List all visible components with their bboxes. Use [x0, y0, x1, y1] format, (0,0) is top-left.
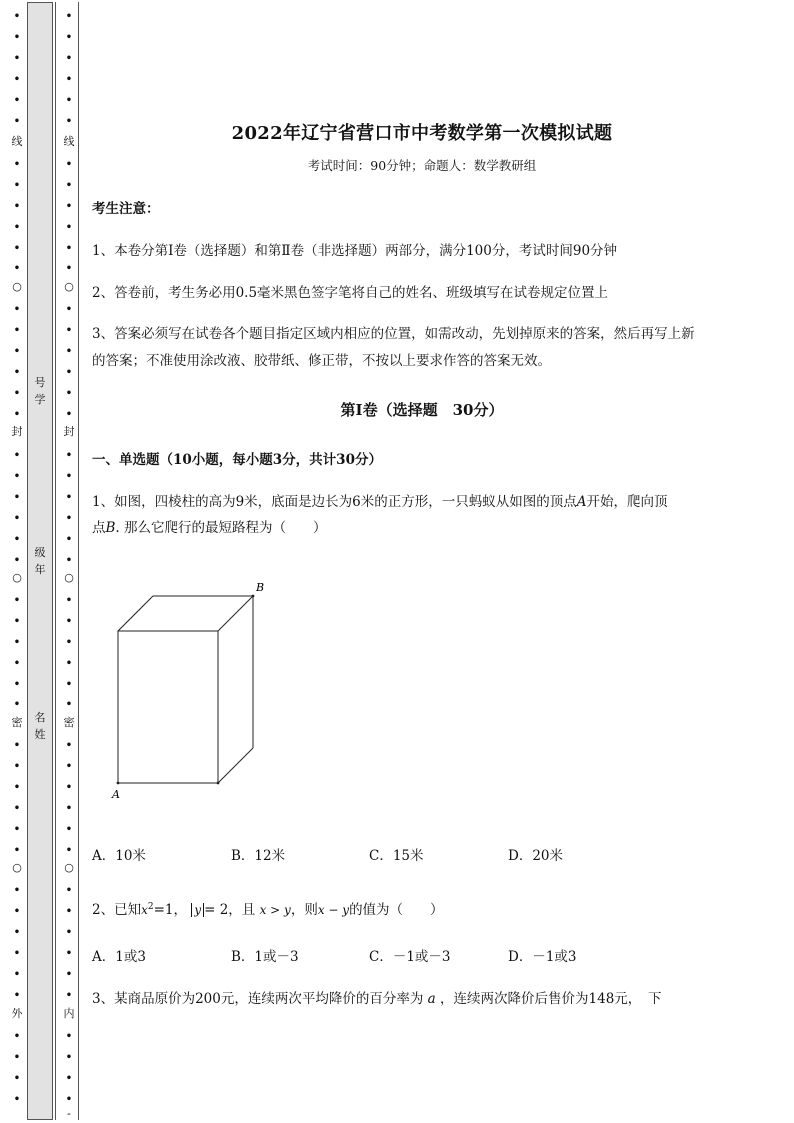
question-2-stem: [92, 894, 752, 923]
q2-option-a[interactable]: A．1或3: [92, 949, 146, 965]
q1-option-d[interactable]: D．20米: [508, 848, 564, 864]
binding-dot: •: [13, 243, 21, 254]
binding-dot: •: [13, 492, 21, 503]
binding-dot: •: [65, 824, 73, 835]
binding-dot: •: [65, 1073, 73, 1084]
q2-post: 的值为（ ）: [349, 902, 444, 918]
binding-dot: •: [13, 116, 21, 127]
binding-dot: •: [65, 513, 73, 524]
binding-dot: •: [65, 325, 73, 336]
binding-dot: •: [65, 74, 73, 85]
binding-dot: •: [13, 1073, 21, 1084]
question-1-line-2: [92, 515, 752, 541]
binding-dot: •: [65, 803, 73, 814]
binding-dot: •: [65, 555, 73, 566]
binding-dot: •: [13, 803, 21, 814]
binding-dot: •: [65, 885, 73, 896]
binding-dot: •: [65, 761, 73, 772]
binding-dot: •: [65, 1094, 73, 1105]
binding-dot: •: [13, 845, 21, 856]
question-1-options: [92, 843, 752, 869]
binding-dot: •: [13, 761, 21, 772]
binding-dot: •: [13, 471, 21, 482]
binding-dot: •: [13, 180, 21, 191]
binding-dot: •: [65, 367, 73, 378]
name-label: [27, 709, 53, 743]
q2-eq2: = 2，且: [204, 902, 256, 918]
binding-dot: •: [65, 159, 73, 170]
binding-dot: •: [65, 969, 73, 980]
question-3-stem: [92, 986, 752, 1012]
q1-text-d: . 那么它爬行的最短路程为（ ）: [115, 520, 327, 536]
grade-label: [27, 544, 53, 578]
binding-dot: •: [13, 1052, 21, 1063]
binding-dot: •: [13, 32, 21, 43]
q2-pre: 2、已知: [92, 902, 142, 918]
prism-front-face: [118, 631, 218, 783]
binding-dot: •: [13, 513, 21, 524]
binding-dot: •: [65, 595, 73, 606]
binding-dot: •: [13, 222, 21, 233]
binding-dot: •: [65, 845, 73, 856]
binding-dot: •: [13, 367, 21, 378]
binding-dot: •: [13, 658, 21, 669]
notice-1: 1、本卷分第I卷（选择题）和第Ⅱ卷（非选择题）两部分，满分100分，考试时间90分钟: [92, 243, 618, 259]
q2-option-b[interactable]: B．1或－3: [231, 949, 299, 965]
binding-dot: •: [65, 740, 73, 751]
q1-text-b: 开始，爬向顶: [586, 494, 668, 510]
q1-text-c: 点: [92, 520, 106, 536]
q1-option-c[interactable]: C．15米: [369, 848, 424, 864]
binding-dot: •: [13, 74, 21, 85]
prism-figure: [108, 578, 273, 800]
binding-char-mark: 内: [63, 1007, 75, 1020]
vertex-a-label: A: [112, 788, 120, 800]
vertex-a-dot: [117, 782, 120, 785]
q3-var: a: [427, 991, 436, 1007]
q2-x: x: [141, 903, 148, 917]
binding-dot: •: [65, 346, 73, 357]
binding-dot: •: [13, 1031, 21, 1042]
binding-dot: •: [13, 388, 21, 399]
binding-dot: •: [65, 450, 73, 461]
binding-divider-line-right: [78, 2, 79, 1120]
binding-circle-mark: ○: [64, 861, 74, 874]
student-number-label: [27, 374, 53, 408]
binding-dot: •: [13, 969, 21, 980]
q3-text-a: 3、某商品原价为200元，连续两次平均降价的百分率为: [92, 991, 424, 1007]
binding-char-mark: 密: [11, 716, 23, 729]
question-2-options: [92, 944, 752, 970]
q2-option-d[interactable]: D．－1或3: [508, 949, 577, 965]
binding-dot: •: [13, 616, 21, 627]
binding-dot: •: [13, 782, 21, 793]
q2-expression: x − y: [317, 903, 350, 917]
prism-edge: [118, 596, 153, 631]
binding-dot: •: [65, 388, 73, 399]
binding-char-mark: 密: [63, 716, 75, 729]
q2-mid: ，则: [290, 902, 318, 918]
binding-dot: •: [65, 658, 73, 669]
binding-char-mark: -: [67, 1107, 71, 1120]
binding-dot: •: [65, 53, 73, 64]
name-label-text: 名姓: [34, 711, 46, 741]
vertex-b-dot: [252, 595, 255, 598]
notice-3-cont: 的答案；不准使用涂改液、胶带纸、修正带，不按以上要求作答的答案无效。: [92, 353, 551, 369]
grade-label-text: 级年: [34, 546, 46, 576]
vertex-dot: [217, 782, 220, 785]
binding-dot: •: [65, 243, 73, 254]
binding-dot: •: [65, 906, 73, 917]
binding-dot: •: [65, 534, 73, 545]
binding-dot: •: [65, 616, 73, 627]
q2-eq1: =1，: [153, 902, 188, 918]
binding-dot: •: [13, 409, 21, 420]
notice-2: 2、答卷前，考生务必用0.5毫米黑色签字笔将自己的姓名、班级填写在试卷规定位置上: [92, 285, 609, 301]
q1-var-b: B: [105, 520, 116, 536]
binding-dot: •: [13, 906, 21, 917]
binding-dot: •: [13, 679, 21, 690]
student-number-label-text: 号学: [34, 376, 46, 406]
q2-condition: x > y: [259, 903, 291, 917]
part-title: 第I卷（选择题 30分）: [340, 401, 504, 419]
binding-dot: •: [13, 95, 21, 106]
binding-dot: •: [13, 159, 21, 170]
binding-dot: •: [13, 824, 21, 835]
q2-abs-y: y: [191, 903, 204, 917]
binding-dot: •: [65, 263, 73, 274]
binding-dot: •: [65, 948, 73, 959]
prism-edge: [218, 596, 253, 631]
binding-dot: •: [13, 304, 21, 315]
binding-circle-mark: ○: [12, 280, 22, 293]
exam-subtitle: 考试时间：90分钟；命题人：数学教研组: [307, 158, 537, 173]
binding-dot: •: [13, 201, 21, 212]
q2-square: 2: [147, 902, 154, 912]
binding-dot: •: [13, 346, 21, 357]
section-title: 一、单选题（10小题，每小题3分，共计30分）: [92, 452, 382, 468]
binding-dot: •: [65, 699, 73, 710]
binding-dot: •: [13, 1094, 21, 1105]
binding-dot: •: [13, 450, 21, 461]
binding-dot: •: [13, 990, 21, 1001]
binding-dot: •: [65, 222, 73, 233]
binding-dot: •: [65, 116, 73, 127]
binding-char-mark: 封: [11, 425, 23, 438]
binding-dot: •: [13, 11, 21, 22]
binding-circle-mark: ○: [64, 571, 74, 584]
binding-dot: •: [65, 180, 73, 191]
binding-circle-mark: ○: [12, 571, 22, 584]
binding-dot: •: [13, 948, 21, 959]
binding-dot: •: [13, 53, 21, 64]
question-1-line-1: [92, 489, 752, 515]
binding-dot: •: [13, 595, 21, 606]
q3-text-b: ，连续两次降价后售价为148元， 下: [440, 991, 662, 1007]
binding-dot: •: [65, 492, 73, 503]
binding-dot: •: [13, 885, 21, 896]
binding-dot: •: [65, 1031, 73, 1042]
q1-option-a[interactable]: A．10米: [92, 848, 146, 864]
q1-option-b[interactable]: B．12米: [231, 848, 286, 864]
binding-dot-column-inner: [62, 0, 76, 1123]
binding-dot: •: [13, 263, 21, 274]
binding-divider-line: [55, 2, 56, 1120]
binding-dot: •: [65, 782, 73, 793]
binding-dot: •: [65, 1052, 73, 1063]
binding-dot: •: [13, 699, 21, 710]
binding-dot-column-outer: [10, 0, 24, 1123]
binding-dot: •: [65, 927, 73, 938]
binding-char-mark: 线: [11, 135, 23, 148]
binding-dot: •: [65, 201, 73, 212]
q1-var-a: A: [576, 494, 587, 510]
binding-dot: •: [65, 32, 73, 43]
prism-edge: [218, 748, 253, 783]
binding-dot: •: [13, 927, 21, 938]
binding-circle-mark: ○: [12, 861, 22, 874]
notice-3: 3、答案必须写在试卷各个题目指定区域内相应的位置，如需改动，先划掉原来的答案，然后再写上新: [92, 326, 695, 342]
binding-dot: •: [65, 95, 73, 106]
binding-char-mark: 线: [63, 135, 75, 148]
binding-char-mark: 外: [11, 1007, 23, 1020]
binding-dot: •: [65, 990, 73, 1001]
binding-dot: •: [13, 325, 21, 336]
notice-heading: 考生注意：: [92, 201, 160, 217]
binding-char-mark: 封: [63, 425, 75, 438]
q2-option-c[interactable]: C．－1或－3: [369, 949, 451, 965]
q1-text-a: 1、如图，四棱柱的高为9米，底面是边长为6米的正方形，一只蚂蚁从如图的顶点: [92, 494, 577, 510]
binding-dot: •: [13, 740, 21, 751]
exam-title: 2022年辽宁省营口市中考数学第一次模拟试题: [231, 123, 613, 144]
binding-dot: •: [65, 471, 73, 482]
binding-dot: •: [65, 304, 73, 315]
binding-dot: •: [13, 534, 21, 545]
binding-dot: •: [13, 637, 21, 648]
vertex-b-label: B: [256, 581, 265, 594]
binding-dot: •: [65, 679, 73, 690]
binding-dot: •: [65, 637, 73, 648]
binding-dot: •: [65, 11, 73, 22]
binding-dot: •: [65, 409, 73, 420]
binding-circle-mark: ○: [64, 280, 74, 293]
binding-dot: •: [13, 555, 21, 566]
